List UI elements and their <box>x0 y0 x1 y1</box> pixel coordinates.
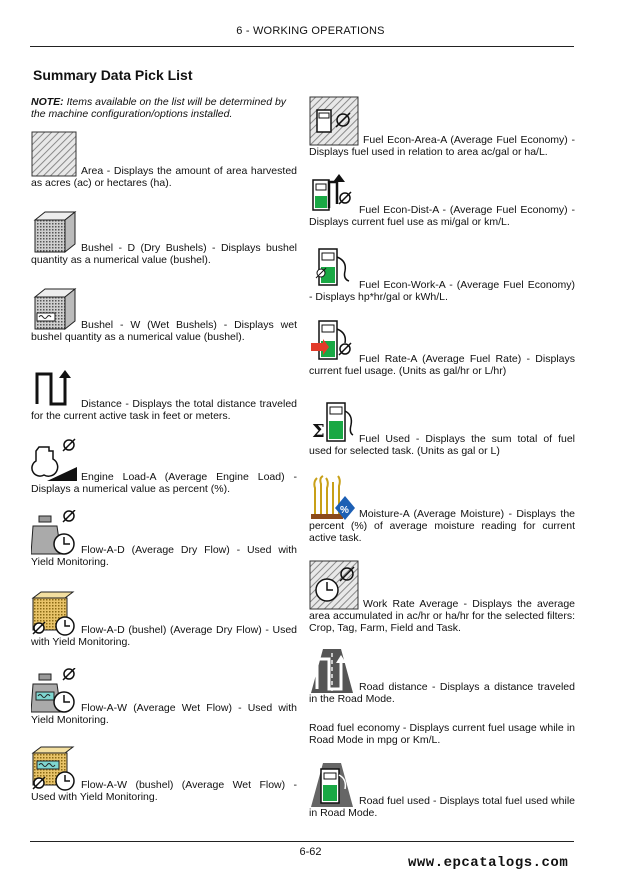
list-item <box>309 474 575 544</box>
page-header: 6 - WORKING OPERATIONS <box>236 25 385 37</box>
list-item <box>309 647 575 705</box>
item-text: Engine Load-A (Average Engine Load) - Displays a numerical value as percent (%). <box>31 471 297 495</box>
item-text: Work Rate Average - Displays the average area accumulated in ac/hr or ha/hr for the selected filters: Crop, Tag, Farm, Field and Task. <box>309 598 575 634</box>
item-text: Road distance - Displays a distance traveled in the Road Mode. <box>309 681 575 705</box>
item-text: Fuel Econ-Dist-A - (Average Fuel Economy) - Displays current fuel use as mi/gal or km/L. <box>309 204 575 228</box>
note-label: NOTE: <box>31 96 64 108</box>
list-item <box>31 437 297 495</box>
note-text: Items available on the list will be determined by the machine configuration/options installed. <box>31 96 287 120</box>
item-text: Area - Displays the amount of area harvested as acres (ac) or hectares (ha). <box>31 165 297 189</box>
bushel-wet-icon <box>31 285 77 331</box>
item-text: Flow-A-W (bushel) (Average Wet Flow) - Used with Yield Monitoring. <box>31 779 297 803</box>
fuel-econ-work-icon <box>309 245 355 291</box>
item-text: Flow-A-D (bushel) (Average Dry Flow) - Used with Yield Monitoring. <box>31 624 297 648</box>
list-item <box>309 761 575 819</box>
list-item <box>309 560 575 634</box>
list-item <box>31 510 297 568</box>
list-item <box>31 668 297 726</box>
page-title: Summary Data Pick List <box>33 67 193 83</box>
item-text: Fuel Used - Displays the sum total of fuel used for selected task. (Units as gal or L) <box>309 433 575 457</box>
item-text: Moisture-A (Average Moisture) - Displays the percent (%) of average moisture reading for current active task. <box>309 508 575 544</box>
svg-text:Σ: Σ <box>312 421 325 442</box>
note-paragraph <box>31 96 297 120</box>
list-item <box>309 96 575 158</box>
item-text: Fuel Econ-Work-A - (Average Fuel Economy) - Displays hp*hr/gal or kWh/L. <box>309 279 575 303</box>
flow-dry-icon <box>31 510 77 556</box>
road-fuel-used-icon <box>309 761 355 807</box>
list-item <box>31 590 297 648</box>
fuel-econ-dist-icon <box>309 170 355 216</box>
fuel-econ-area-icon <box>309 96 359 146</box>
list-item <box>309 245 575 303</box>
footer-url[interactable]: www.epcatalogs.com <box>408 855 569 871</box>
flow-dry-bushel-icon <box>31 590 77 636</box>
item-text: Flow-A-D (Average Dry Flow) - Used with Yield Monitoring. <box>31 544 297 568</box>
list-item <box>31 208 297 266</box>
item-text: Bushel - D (Dry Bushels) - Displays bushel quantity as a numerical value (bushel). <box>31 242 297 266</box>
item-text: Distance - Displays the total distance traveled for the current active task in feet or meters. <box>31 398 297 422</box>
item-text: Bushel - W (Wet Bushels) - Displays wet bushel quantity as a numerical value (bushel). <box>31 319 297 343</box>
list-item <box>31 745 297 803</box>
bushel-dry-icon <box>31 208 77 254</box>
road-distance-icon <box>309 647 355 693</box>
header-rule <box>30 46 574 47</box>
page-number: 6-62 <box>299 846 322 858</box>
list-item <box>309 399 575 457</box>
item-text: Fuel Rate-A (Average Fuel Rate) - Displays current fuel usage. (Units as gal/hr or L/hr) <box>309 353 575 377</box>
item-text: Flow-A-W (Average Wet Flow) - Used with Yield Monitoring. <box>31 702 297 726</box>
footer-rule <box>30 841 574 842</box>
item-text: Road fuel used - Displays total fuel used while in Road Mode. <box>309 795 575 819</box>
fuel-used-icon <box>309 399 355 445</box>
flow-wet-icon <box>31 668 77 714</box>
engine-load-icon <box>31 437 77 483</box>
list-item <box>31 285 297 343</box>
fuel-rate-icon <box>309 319 355 365</box>
item-text: Fuel Econ-Area-A (Average Fuel Economy) - Displays fuel used in relation to area ac/gal or ha/L. <box>309 134 575 158</box>
list-item <box>31 364 297 422</box>
item-text: Road fuel economy - Displays current fuel usage while in Road Mode in mpg or Km/L. <box>309 722 575 746</box>
list-item <box>31 131 297 189</box>
moisture-icon <box>309 474 355 520</box>
svg-text:%: % <box>340 505 349 516</box>
work-rate-icon <box>309 560 359 610</box>
list-item <box>309 319 575 377</box>
list-item <box>309 170 575 228</box>
area-icon <box>31 131 77 177</box>
list-item <box>309 722 575 746</box>
flow-wet-bushel-icon <box>31 745 77 791</box>
distance-icon <box>31 364 77 410</box>
